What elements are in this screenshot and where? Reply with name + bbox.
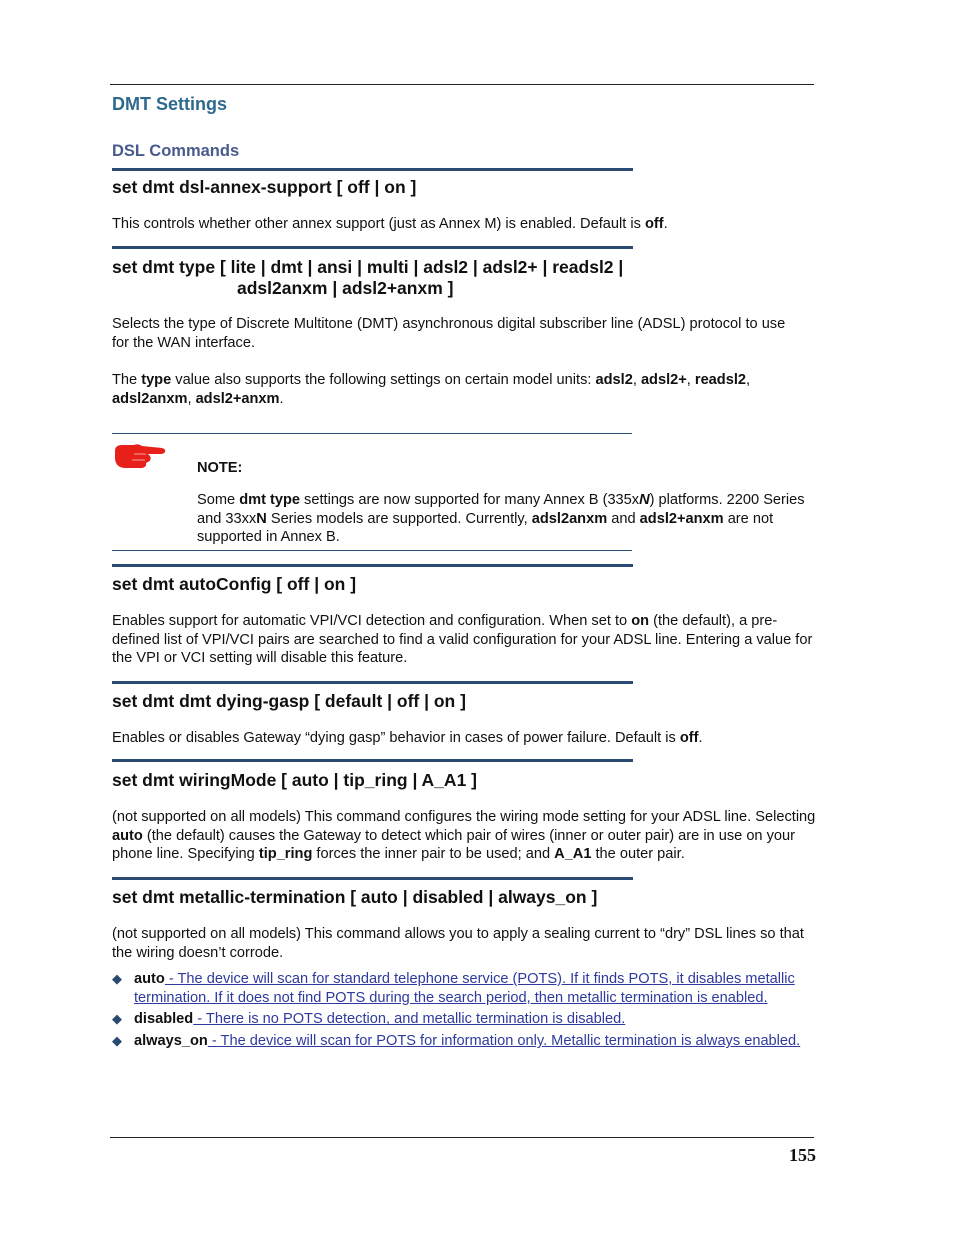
text-bold: on: [631, 613, 650, 629]
text-bold: tip_ring: [258, 846, 313, 863]
text: .: [279, 390, 284, 407]
option-term: always_on: [134, 1033, 208, 1050]
text: .: [698, 730, 703, 746]
command-metallic-termination: set dmt metallic-termination [ auto | disabled | always_on ]: [112, 887, 598, 907]
text-bold: adsl2+: [640, 372, 687, 388]
footer-rule: [110, 1137, 814, 1138]
text: This controls whether other annex support (just as Annex M) is enabled. Default is: [112, 216, 645, 232]
text: ,: [632, 372, 641, 388]
text: value also supports the following settings on certain model units:: [171, 372, 596, 388]
diamond-bullet-icon: ◆: [112, 1033, 122, 1049]
command-divider: [112, 681, 633, 684]
text: ,: [746, 372, 751, 388]
command-autoconfig: set dmt autoConfig [ off | on ]: [112, 574, 357, 594]
type-settings: [112, 371, 807, 408]
command-divider: [112, 877, 633, 880]
text: ,: [686, 372, 695, 388]
text: Series models are supported. Currently,: [266, 510, 532, 527]
text: ,: [187, 390, 196, 407]
command-divider: [112, 168, 633, 171]
text: (not supported on all models) This command configures the wiring mode setting for your ADSL line. Selecting: [112, 809, 816, 825]
text-bold: auto: [112, 827, 143, 844]
text-bold: adsl2anxm: [531, 510, 608, 527]
command-annex-support: set dmt dsl-annex-support [ off | on ]: [112, 177, 417, 197]
text-bold: adsl2anxm: [112, 390, 188, 407]
option-description-link[interactable]: - The device will scan for standard telephone service (POTS). If it finds POTS, it disables metallic termination. If it does not find POTS during the search period, then metallic termination is enabled.: [134, 971, 795, 1006]
text-bold: readsl2: [694, 372, 747, 388]
note-bottom-rule: [112, 550, 632, 551]
text-bold: off: [644, 216, 664, 232]
text: .: [663, 216, 668, 232]
command-dying-gasp: set dmt dmt dying-gasp [ default | off | on ]: [112, 691, 466, 711]
text: and: [607, 510, 640, 527]
autoconfig-description: [112, 612, 816, 668]
text-bold: adsl2+anxm: [639, 510, 724, 527]
type-description: Selects the type of Discrete Multitone (DMT) asynchronous digital subscriber line (ADSL) protocol to use for the WAN interface.: [112, 316, 786, 351]
text: Some: [197, 492, 240, 508]
option-description-link[interactable]: - There is no POTS detection, and metallic termination is disabled.: [193, 1011, 626, 1028]
command-line-1: set dmt type [ lite | dmt | ansi | multi | adsl2 | adsl2+ | readsl2 |: [112, 257, 624, 277]
command-dmt-type: [112, 257, 623, 299]
text: Enables or disables Gateway “dying gasp” behavior in cases of power failure. Default is: [112, 730, 680, 746]
text-bold: A_A1: [554, 846, 592, 863]
text: the outer pair.: [591, 846, 685, 863]
diamond-bullet-icon: ◆: [112, 1011, 122, 1027]
text: The: [112, 372, 142, 388]
annex-description: [112, 215, 816, 234]
section-title: DMT Settings: [112, 94, 227, 114]
text-bold: adsl2+anxm: [195, 390, 280, 407]
command-divider: [112, 564, 633, 567]
text: (the default) causes the Gateway to detect which pair of wires (inner or outer pair) are in use on your phone line. Specifying: [112, 827, 795, 863]
wiring-mode-description: [112, 808, 816, 864]
pointing-hand-icon: [112, 441, 168, 471]
note-title: NOTE:: [197, 460, 243, 476]
text: are not supported in Annex B.: [197, 510, 774, 546]
list-item: [112, 1010, 816, 1029]
option-list: [112, 970, 816, 1054]
text: Enables support for automatic VPI/VCI detection and configuration. When set to: [112, 613, 632, 629]
option-term: auto: [134, 971, 165, 987]
command-line-2: adsl2anxm | adsl2+anxm ]: [237, 278, 454, 298]
list-item: [112, 1032, 816, 1051]
subsection-title: DSL Commands: [112, 142, 240, 160]
note-top-rule: [112, 433, 632, 434]
command-divider: [112, 759, 633, 762]
option-description-link[interactable]: - The device will scan for POTS for information only. Metallic termination is always enabled.: [207, 1033, 801, 1050]
text-bold: dmt type: [239, 492, 300, 508]
text: ) platforms. 2200 Series and 33xx: [197, 492, 805, 527]
metallic-description: (not supported on all models) This command allows you to apply a sealing current to “dry” DSL lines so that the wiring doesn’t corrode.: [112, 926, 804, 961]
text: forces the inner pair to be used; and: [312, 846, 555, 863]
note-body: [197, 491, 815, 547]
header-rule: [110, 84, 814, 85]
text-bold: off: [679, 730, 699, 746]
option-term: disabled: [134, 1011, 194, 1028]
text-bold: type: [141, 372, 172, 388]
text-bold-italic: N: [639, 492, 650, 508]
list-item: [112, 970, 816, 1007]
text-bold: adsl2: [595, 372, 633, 388]
text: settings are now supported for many Annex B (335x: [300, 492, 640, 508]
page-number: 155: [789, 1145, 816, 1165]
text-bold: N: [256, 510, 267, 527]
dying-gasp-description: [112, 729, 816, 748]
command-divider: [112, 246, 633, 249]
command-wiring-mode: set dmt wiringMode [ auto | tip_ring | A_A1 ]: [112, 770, 477, 790]
diamond-bullet-icon: ◆: [112, 971, 122, 986]
text: (the default), a pre-defined list of VPI/VCI pairs are searched to find a valid configuration for your ADSL line. Entering a value for the VPI or VCI setting will disable this feature.: [112, 613, 813, 667]
